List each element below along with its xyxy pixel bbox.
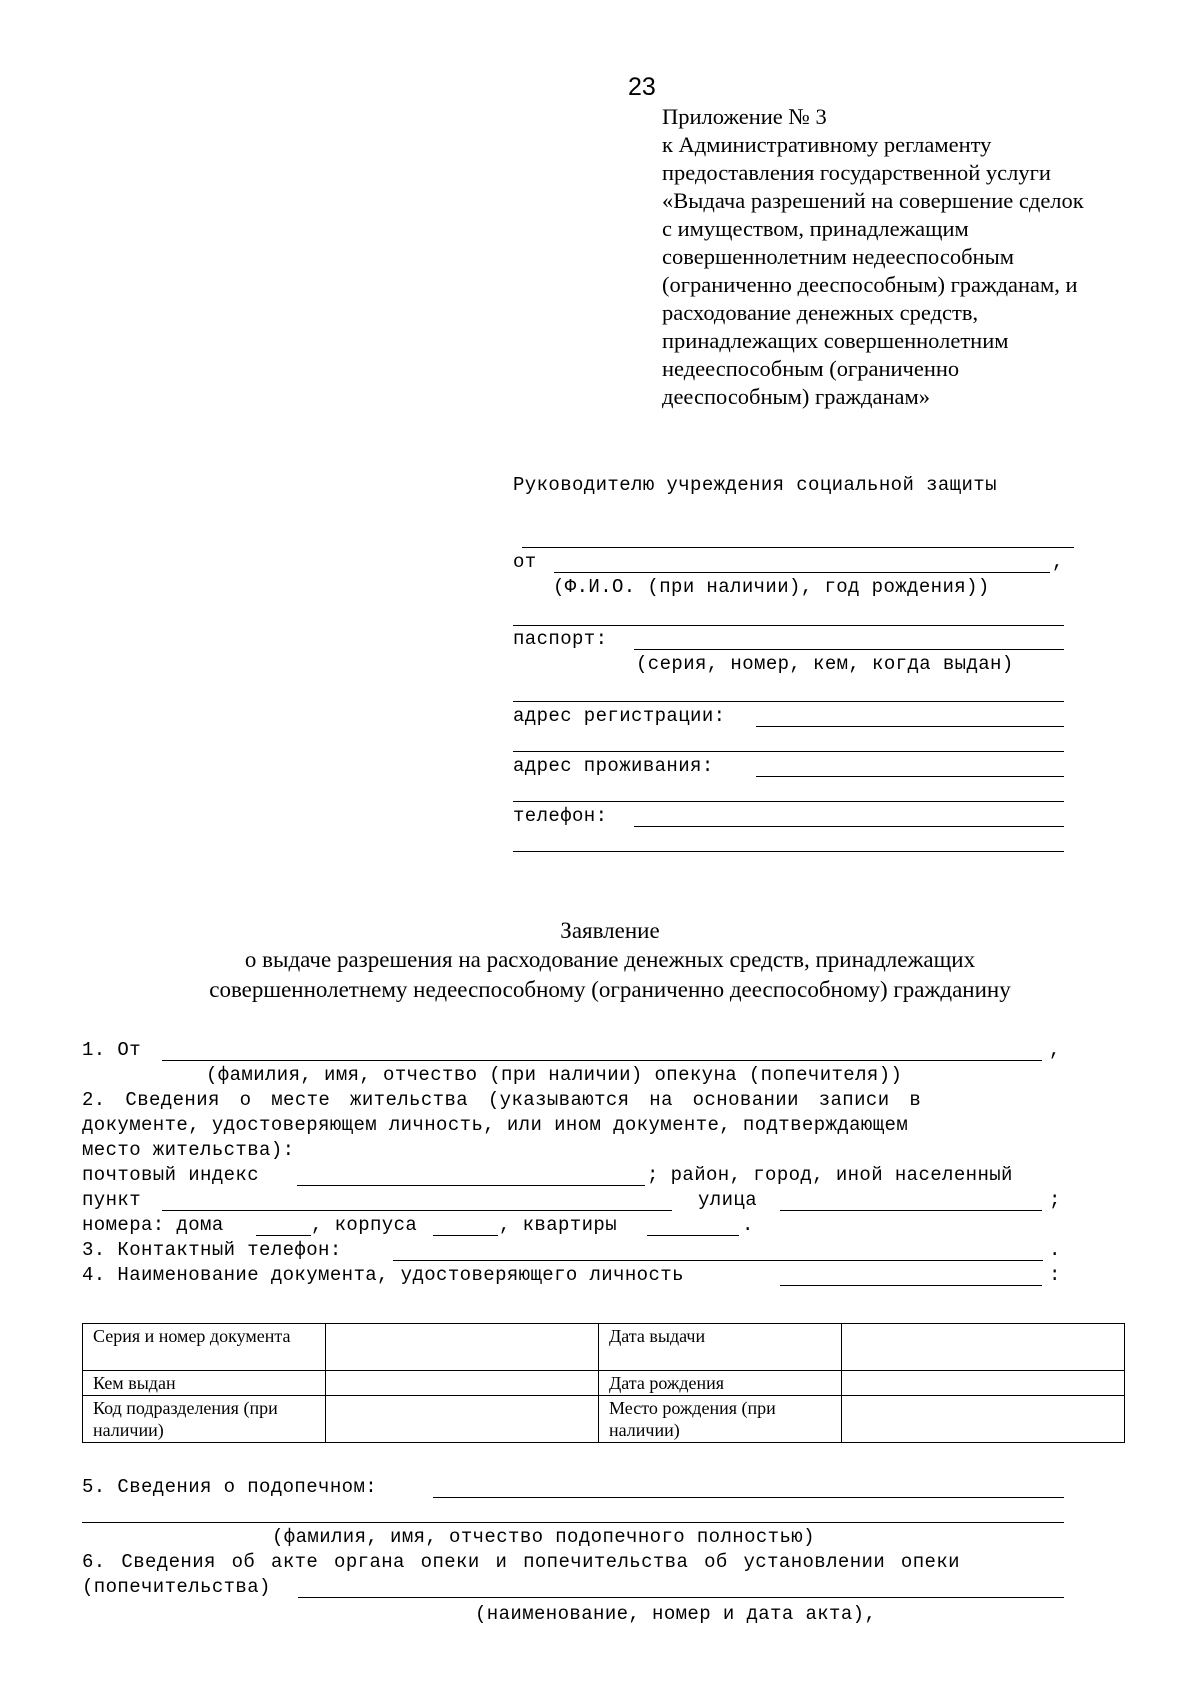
live-address-field[interactable]: [756, 752, 1064, 777]
table-row: [83, 1324, 1125, 1371]
institution-name-field[interactable]: [522, 523, 1074, 548]
table-cell-label: Дата рождения: [599, 1371, 842, 1396]
street-field[interactable]: [780, 1186, 1042, 1211]
page-number: 23: [628, 73, 656, 101]
table-cell-label: Серия и номер документа: [83, 1324, 326, 1371]
guardian-name-field[interactable]: [162, 1036, 1042, 1061]
addressee-to: Руководителю учреждения социальной защиты: [513, 474, 997, 496]
id-document-table: [82, 1323, 1125, 1443]
block-field[interactable]: [433, 1211, 498, 1236]
p5-hint: (фамилия, имя, отчество подопечного полностью): [272, 1526, 815, 1548]
p3-end: .: [1049, 1239, 1061, 1261]
table-cell-input[interactable]: [842, 1396, 1125, 1443]
postcode-label: почтовый индекс: [82, 1164, 260, 1186]
statement-subtitle-2: совершеннолетнему недееспособному (ограниченно дееспособному) гражданину: [209, 977, 1011, 1002]
house-field[interactable]: [256, 1211, 311, 1236]
table-cell-input[interactable]: [326, 1324, 599, 1371]
locality-label: пункт: [82, 1189, 142, 1211]
passport-field-3[interactable]: [513, 677, 1064, 702]
statement-title: Заявление: [560, 918, 660, 943]
contact-phone-field[interactable]: [393, 1236, 1043, 1261]
from-hint: (Ф.И.О. (при наличии), год рождения)): [553, 576, 990, 598]
annex-line: предоставления государственной услуги: [662, 160, 1051, 185]
table-cell-label: Дата выдачи: [599, 1324, 842, 1371]
p4-end: :: [1049, 1264, 1061, 1286]
from-label: от: [513, 551, 537, 573]
annex-line: расходование денежных средств,: [662, 300, 979, 325]
reg-address-field-2[interactable]: [513, 727, 1064, 752]
flat-field[interactable]: [647, 1211, 739, 1236]
passport-label: паспорт:: [513, 628, 608, 650]
ward-name-field[interactable]: [433, 1473, 1064, 1498]
postcode-field[interactable]: [297, 1161, 645, 1186]
phone-label: телефон:: [513, 805, 608, 827]
annex-line: недееспособным (ограниченно: [662, 356, 960, 381]
annex-line: к Административному регламенту: [662, 132, 992, 157]
table-cell-label: Кем выдан: [83, 1371, 326, 1396]
phone-field[interactable]: [634, 802, 1064, 827]
p2-line-3: место жительства):: [82, 1139, 295, 1161]
p6-hint: (наименование, номер и дата акта),: [475, 1603, 877, 1625]
phone-field-2[interactable]: [513, 827, 1064, 852]
live-address-field-2[interactable]: [513, 777, 1064, 802]
p4-label: 4. Наименование документа, удостоверяющего личность: [82, 1264, 684, 1286]
annex-line: с имуществом, принадлежащим: [662, 216, 969, 241]
table-cell-input[interactable]: [842, 1371, 1125, 1396]
guardianship-act-field[interactable]: [298, 1573, 1064, 1598]
p5-label: 5. Сведения о подопечном:: [82, 1476, 378, 1498]
district-label: ; район, город, иной населенный: [647, 1164, 1013, 1186]
reg-address-field[interactable]: [756, 702, 1064, 727]
id-document-field[interactable]: [780, 1261, 1042, 1286]
p3-label: 3. Контактный телефон:: [82, 1239, 342, 1261]
p2-line-2: документе, удостоверяющем личность, или ином документе, подтверждающем: [82, 1114, 909, 1136]
locality-field[interactable]: [162, 1186, 672, 1211]
annex-line: «Выдача разрешений на совершение сделок: [662, 188, 1084, 213]
annex-line: принадлежащих совершеннолетним: [662, 328, 1009, 353]
table-cell-label: Код подразделения (при наличии): [83, 1396, 326, 1443]
p2-line-1: 2. Сведения о месте жительства (указываются на основании записи в: [82, 1089, 922, 1111]
table-cell-input[interactable]: [326, 1396, 599, 1443]
block-label: , корпуса: [311, 1214, 418, 1236]
p6-line-1: 6. Сведения об акте органа опеки и попечительства об установлении опеки: [82, 1551, 960, 1573]
annex-line: совершеннолетним недееспособным: [662, 244, 1014, 269]
annex-line: (ограниченно дееспособным) гражданам, и: [662, 272, 1078, 297]
annex-block: [662, 103, 1142, 411]
p1-comma: ,: [1049, 1039, 1061, 1061]
ward-name-field-2[interactable]: [82, 1498, 1064, 1523]
table-cell-label: Место рождения (при наличии): [599, 1396, 842, 1443]
numbers-label: номера: дома: [82, 1214, 224, 1236]
street-label: улица: [698, 1189, 758, 1211]
p6-line-2: (попечительства): [82, 1576, 271, 1598]
from-name-field[interactable]: [554, 548, 1050, 573]
reg-address-label: адрес регистрации:: [513, 705, 726, 727]
annex-line: дееспособным) гражданам»: [662, 384, 930, 409]
statement-subtitle-1: о выдаче разрешения на расходование денежных средств, принадлежащих: [244, 947, 976, 972]
numbers-period: .: [742, 1214, 754, 1236]
passport-field[interactable]: [513, 601, 1064, 626]
table-row: [83, 1371, 1125, 1396]
street-semicolon: ;: [1049, 1189, 1061, 1211]
annex-line: Приложение № 3: [662, 104, 827, 129]
live-address-label: адрес проживания:: [513, 755, 714, 777]
passport-hint: (серия, номер, кем, когда выдан): [636, 653, 1014, 675]
from-comma: ,: [1052, 551, 1064, 573]
flat-label: , квартиры: [499, 1214, 618, 1236]
passport-field-2[interactable]: [634, 625, 1064, 650]
table-cell-input[interactable]: [326, 1371, 599, 1396]
table-cell-input[interactable]: [842, 1324, 1125, 1371]
p1-label: 1. От: [82, 1039, 142, 1061]
table-row: [83, 1396, 1125, 1443]
p1-hint: (фамилия, имя, отчество (при наличии) опекуна (попечителя)): [206, 1064, 903, 1086]
